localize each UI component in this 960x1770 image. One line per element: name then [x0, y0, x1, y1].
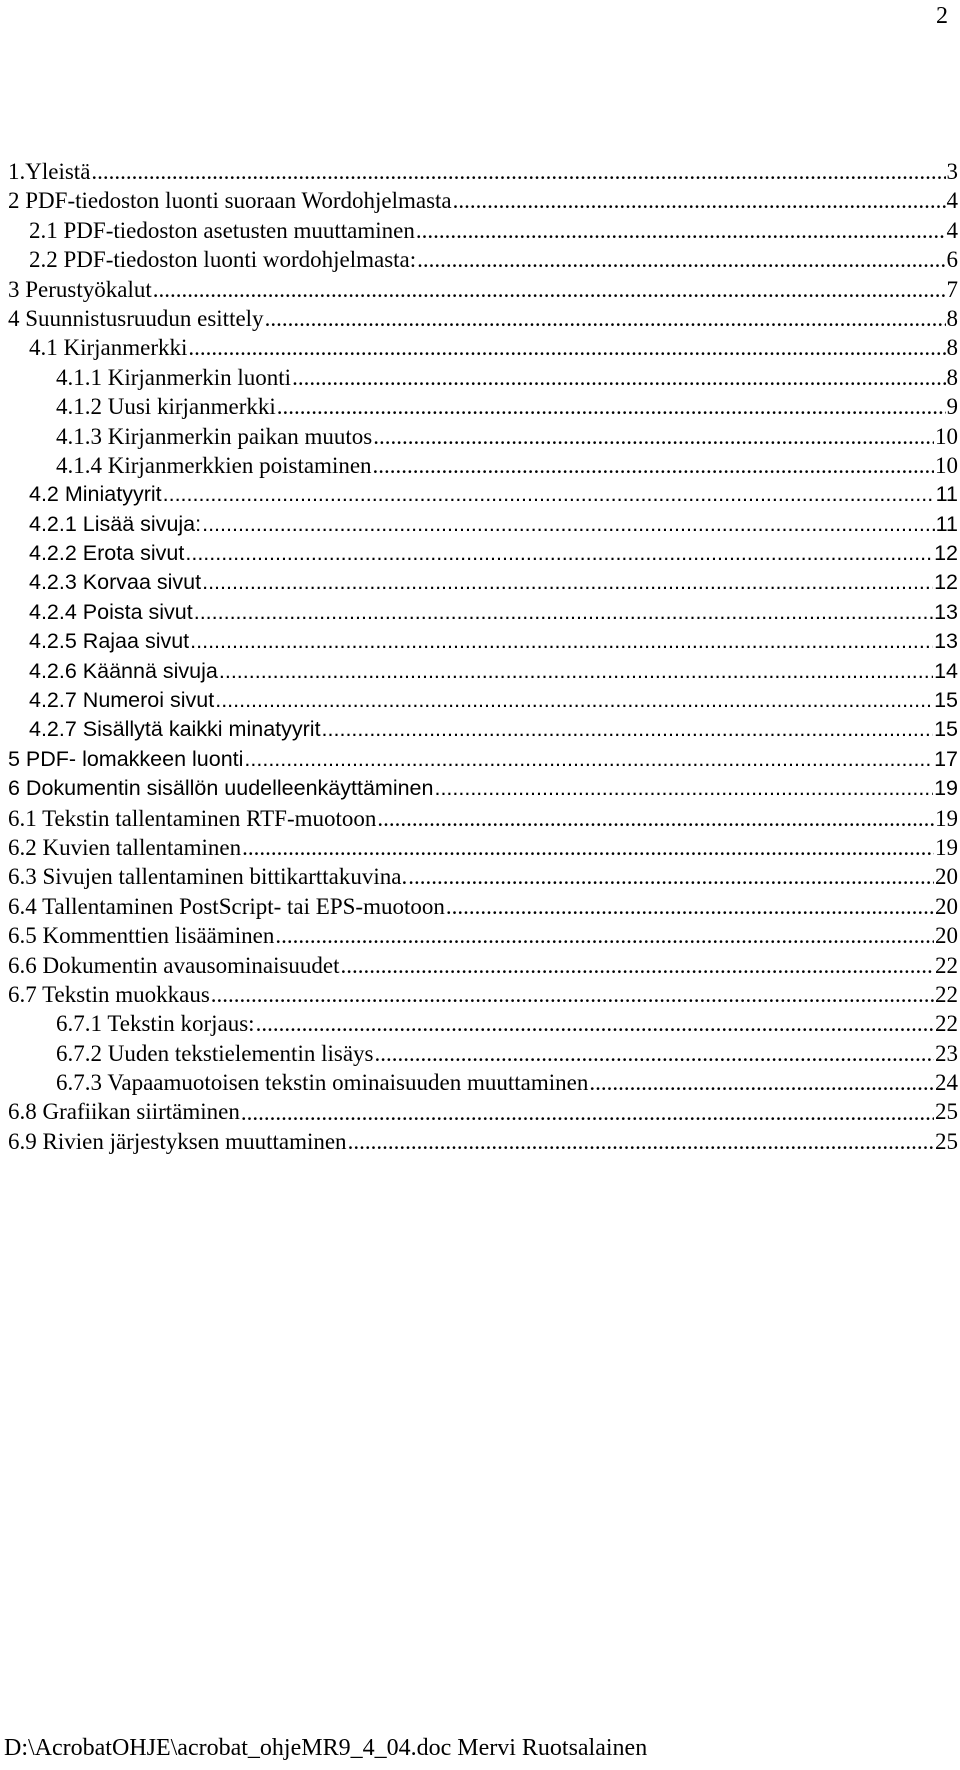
- toc-entry-title: 3 Perustyökalut: [8, 276, 152, 302]
- toc-entry-page-number: 11: [935, 482, 958, 507]
- toc-entry-title: 4.2.5 Rajaa sivut: [29, 629, 190, 654]
- toc-entry[interactable]: [8, 480, 958, 509]
- toc-entry-title: 6.5 Kommenttien lisääminen: [8, 923, 275, 949]
- toc-dot-leader: [188, 333, 945, 362]
- toc-entry-page-number: 12: [934, 541, 958, 566]
- toc-dot-leader: [219, 657, 933, 686]
- toc-entry[interactable]: [8, 951, 958, 980]
- toc-entry[interactable]: [8, 833, 958, 862]
- toc-entry[interactable]: [8, 1098, 958, 1127]
- toc-entry-page-number: 25: [935, 1099, 958, 1125]
- toc-dot-leader: [241, 1098, 934, 1127]
- toc-entry-page-number: 13: [934, 629, 958, 654]
- toc-entry-title: 2.2 PDF-tiedoston luonti wordohjelmasta:: [29, 247, 417, 273]
- toc-entry-page-number: 4: [946, 217, 958, 243]
- toc-dot-leader: [185, 539, 933, 568]
- toc-entry[interactable]: [8, 804, 958, 833]
- toc-entry[interactable]: [8, 422, 958, 451]
- toc-dot-leader: [434, 774, 933, 803]
- toc-entry-page-number: 8: [946, 335, 958, 361]
- toc-entry-title: 6.8 Grafiikan siirtäminen: [8, 1099, 240, 1125]
- toc-dot-leader: [453, 186, 946, 215]
- toc-entry[interactable]: [8, 598, 958, 627]
- toc-entry-page-number: 9: [946, 394, 958, 420]
- toc-entry-page-number: 8: [946, 364, 958, 390]
- toc-dot-leader: [244, 745, 933, 774]
- toc-entry-title: 4.2.6 Käännä sivuja: [29, 658, 218, 683]
- toc-dot-leader: [153, 275, 946, 304]
- toc-entry-title: 2.1 PDF-tiedoston asetusten muuttaminen: [29, 217, 415, 243]
- toc-dot-leader: [377, 804, 934, 833]
- toc-dot-leader: [292, 363, 945, 392]
- toc-entry-page-number: 8: [946, 305, 958, 331]
- toc-entry-title: 6.7.3 Vapaamuotoisen tekstin ominaisuuden muuttaminen: [56, 1070, 589, 1096]
- toc-dot-leader: [446, 892, 934, 921]
- toc-dot-leader: [277, 392, 946, 421]
- toc-entry-page-number: 22: [935, 981, 958, 1007]
- toc-entry[interactable]: [8, 657, 958, 686]
- toc-entry[interactable]: [8, 245, 958, 274]
- toc-entry-page-number: 24: [935, 1070, 958, 1096]
- toc-dot-leader: [215, 686, 933, 715]
- toc-entry[interactable]: [8, 686, 958, 715]
- toc-entry-page-number: 25: [935, 1128, 958, 1154]
- toc-entry-page-number: 11: [935, 511, 958, 536]
- toc-dot-leader: [374, 1039, 934, 1068]
- toc-entry-title: 6.3 Sivujen tallentaminen bittikarttakuvina.: [8, 864, 408, 890]
- toc-entry[interactable]: [8, 157, 958, 186]
- toc-entry[interactable]: [8, 510, 958, 539]
- toc-entry-page-number: 13: [934, 599, 958, 624]
- toc-entry-page-number: 10: [935, 452, 958, 478]
- toc-entry-title: 4.2.2 Erota sivut: [29, 541, 185, 566]
- toc-entry-page-number: 3: [946, 158, 958, 184]
- toc-entry[interactable]: [8, 363, 958, 392]
- toc-dot-leader: [202, 510, 935, 539]
- toc-entry-page-number: 22: [935, 1011, 958, 1037]
- toc-entry-page-number: 15: [934, 688, 958, 713]
- toc-dot-leader: [265, 304, 946, 333]
- toc-entry-page-number: 10: [935, 423, 958, 449]
- toc-dot-leader: [202, 568, 933, 597]
- toc-entry[interactable]: [8, 216, 958, 245]
- toc-dot-leader: [256, 1009, 934, 1038]
- toc-entry[interactable]: [8, 186, 958, 215]
- toc-entry[interactable]: [8, 333, 958, 362]
- toc-entry[interactable]: [8, 451, 958, 480]
- toc-entry[interactable]: [8, 892, 958, 921]
- toc-entry-title: 4.2 Miniatyyrit: [29, 482, 162, 507]
- toc-entry-title: 4.1.1 Kirjanmerkin luonti: [56, 364, 292, 390]
- toc-entry-title: 1.Yleistä: [8, 158, 91, 184]
- toc-entry[interactable]: [8, 862, 958, 891]
- toc-entry[interactable]: [8, 980, 958, 1009]
- toc-entry-page-number: 17: [934, 746, 958, 771]
- toc-entry[interactable]: [8, 627, 958, 656]
- toc-entry-title: 6.7 Tekstin muokkaus: [8, 981, 210, 1007]
- toc-dot-leader: [373, 451, 934, 480]
- toc-entry-title: 4.2.1 Lisää sivuja:: [29, 511, 202, 536]
- toc-entry-page-number: 4: [946, 188, 958, 214]
- table-of-contents: [8, 157, 958, 1156]
- document-footer: D:\AcrobatOHJE\acrobat_ohjeMR9_4_04.doc Mervi Ruotsalainen: [4, 1735, 648, 1761]
- toc-entry-title: 6 Dokumentin sisällön uudelleenkäyttäminen: [8, 776, 434, 801]
- toc-entry[interactable]: [8, 921, 958, 950]
- toc-entry-title: 6.7.1 Tekstin korjaus:: [56, 1011, 255, 1037]
- toc-entry[interactable]: [8, 1039, 958, 1068]
- toc-entry[interactable]: [8, 1127, 958, 1156]
- toc-entry[interactable]: [8, 1068, 958, 1097]
- toc-dot-leader: [348, 1127, 934, 1156]
- toc-entry-title: 6.2 Kuvien tallentaminen: [8, 834, 242, 860]
- toc-entry-title: 6.6 Dokumentin avausominaisuudet: [8, 952, 340, 978]
- toc-dot-leader: [190, 627, 933, 656]
- toc-dot-leader: [194, 598, 933, 627]
- toc-entry-title: 4.1.3 Kirjanmerkin paikan muutos: [56, 423, 373, 449]
- toc-dot-leader: [322, 715, 934, 744]
- toc-dot-leader: [373, 422, 934, 451]
- toc-entry-page-number: 7: [946, 276, 958, 302]
- toc-entry-page-number: 22: [935, 952, 958, 978]
- toc-entry[interactable]: [8, 275, 958, 304]
- toc-entry-page-number: 20: [935, 864, 958, 890]
- toc-entry[interactable]: [8, 539, 958, 568]
- toc-entry-title: 4.1 Kirjanmerkki: [29, 335, 188, 361]
- toc-entry-page-number: 6: [946, 247, 958, 273]
- toc-entry-title: 4.2.3 Korvaa sivut: [29, 570, 202, 595]
- toc-dot-leader: [163, 480, 935, 509]
- toc-entry-title: 2 PDF-tiedoston luonti suoraan Wordohjelmasta: [8, 188, 452, 214]
- page-number: 2: [936, 3, 948, 29]
- toc-entry-page-number: 20: [935, 893, 958, 919]
- toc-entry-title: 6.9 Rivien järjestyksen muuttaminen: [8, 1128, 347, 1154]
- toc-entry[interactable]: [8, 1009, 958, 1038]
- toc-dot-leader: [417, 245, 945, 274]
- toc-entry[interactable]: [8, 304, 958, 333]
- toc-entry[interactable]: [8, 392, 958, 421]
- toc-entry[interactable]: [8, 715, 958, 744]
- toc-dot-leader: [91, 157, 945, 186]
- toc-dot-leader: [211, 980, 934, 1009]
- toc-entry-title: 6.7.2 Uuden tekstielementin lisäys: [56, 1040, 374, 1066]
- toc-dot-leader: [589, 1068, 934, 1097]
- toc-entry-page-number: 19: [935, 834, 958, 860]
- toc-entry[interactable]: [8, 568, 958, 597]
- toc-entry-title: 5 PDF- lomakkeen luonti: [8, 746, 244, 771]
- toc-dot-leader: [242, 833, 934, 862]
- toc-entry-title: 6.4 Tallentaminen PostScript- tai EPS-muotoon: [8, 893, 445, 919]
- toc-entry-page-number: 12: [934, 570, 958, 595]
- toc-entry-page-number: 19: [934, 776, 958, 801]
- toc-dot-leader: [275, 921, 934, 950]
- toc-entry-title: 6.1 Tekstin tallentaminen RTF-muotoon: [8, 805, 377, 831]
- toc-entry-title: 4 Suunnistusruudun esittely: [8, 305, 264, 331]
- toc-dot-leader: [341, 951, 934, 980]
- toc-entry-page-number: 20: [935, 923, 958, 949]
- toc-entry-page-number: 15: [934, 717, 958, 742]
- toc-dot-leader: [408, 862, 934, 891]
- toc-entry-page-number: 23: [935, 1040, 958, 1066]
- toc-entry-title: 4.2.7 Sisällytä kaikki minatyyrit: [29, 717, 321, 742]
- toc-entry-title: 4.2.7 Numeroi sivut: [29, 688, 215, 713]
- toc-entry-title: 4.2.4 Poista sivut: [29, 599, 193, 624]
- toc-entry-page-number: 19: [935, 805, 958, 831]
- toc-entry-title: 4.1.2 Uusi kirjanmerkki: [56, 394, 276, 420]
- toc-entry-title: 4.1.4 Kirjanmerkkien poistaminen: [56, 452, 372, 478]
- toc-dot-leader: [416, 216, 946, 245]
- toc-entry-page-number: 14: [934, 658, 958, 683]
- toc-entry[interactable]: [8, 774, 958, 803]
- toc-entry[interactable]: [8, 745, 958, 774]
